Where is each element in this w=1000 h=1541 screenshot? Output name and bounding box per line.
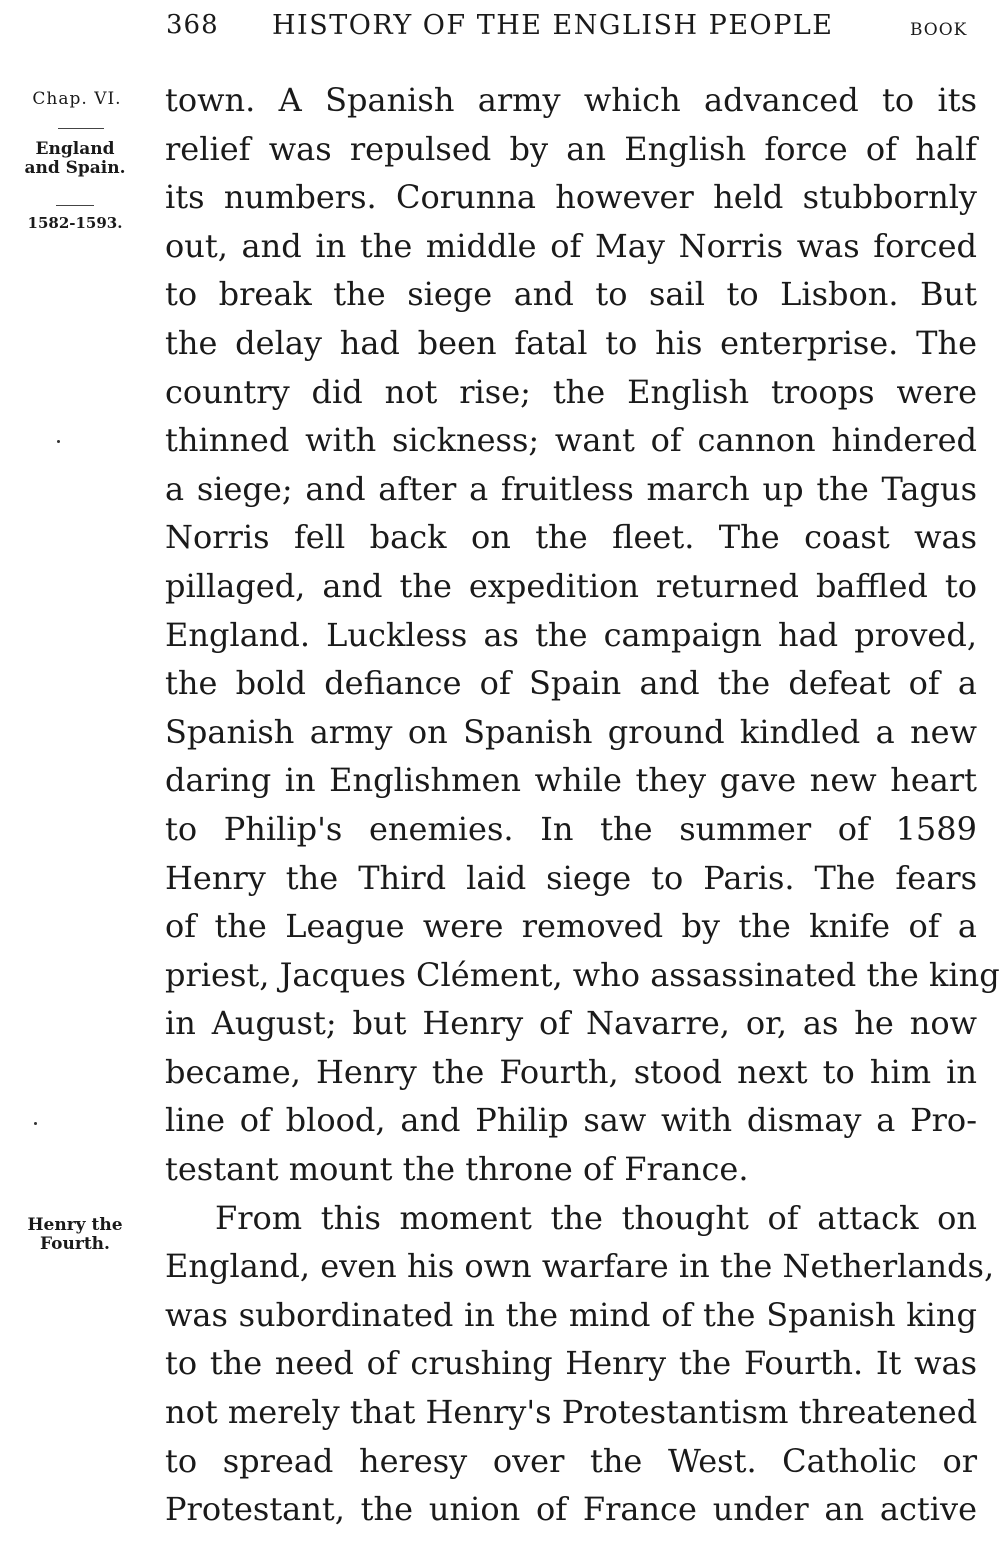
print-speck	[34, 1122, 37, 1125]
body-text	[165, 76, 1000, 1534]
side-topic-line: Henry the	[27, 1215, 123, 1235]
print-speck	[57, 440, 60, 443]
text-line: became, Henry the Fourth, stood next to him in	[165, 1052, 977, 1091]
paragraph-end-line: testant mount the throne of France.	[165, 1150, 749, 1189]
text-line: Spanish army on Spanish ground kindled a new	[165, 712, 977, 751]
text-line: England. Luckless as the campaign had proved,	[165, 615, 977, 654]
side-topic-line: Fourth.	[40, 1234, 110, 1254]
text-line: priest, Jacques Clément, who assassinated the king	[165, 955, 1000, 994]
text-line: England, even his own warfare in the Netherlands,	[165, 1247, 995, 1286]
text-line: thinned with sickness; want of cannon hindered	[165, 421, 977, 460]
paragraph-start-line: From this moment the thought of attack on	[215, 1198, 977, 1237]
text-line: the delay had been fatal to his enterprise. The	[165, 323, 977, 362]
text-line: pillaged, and the expedition returned baffled to	[165, 566, 977, 605]
text-line: Protestant, the union of France under an active	[165, 1490, 977, 1529]
text-line: line of blood, and Philip saw with dismay a Pro-	[165, 1101, 977, 1140]
book-label: BOOK	[910, 20, 968, 40]
margin-rule	[58, 128, 104, 129]
margin-notes	[0, 0, 150, 1541]
page-number: 368	[166, 10, 219, 40]
side-topic-england-and-spain	[0, 140, 150, 178]
text-line: country did not rise; the English troops were	[165, 372, 977, 411]
text-line: not merely that Henry's Protestantism threatened	[165, 1393, 978, 1432]
text-line: in August; but Henry of Navarre, or, as he now	[165, 1004, 977, 1043]
running-title: HISTORY OF THE ENGLISH PEOPLE	[272, 10, 834, 41]
date-range: 1582-1593.	[27, 214, 123, 232]
chapter-label: Chap. VI.	[32, 89, 122, 109]
text-line: relief was repulsed by an English force of half	[165, 129, 977, 168]
text-line: its numbers. Corunna however held stubbornly	[165, 178, 977, 217]
side-topic-line: England	[35, 139, 115, 159]
text-line: to the need of crushing Henry the Fourth. It was	[165, 1344, 977, 1383]
text-line: was subordinated in the mind of the Spanish king	[165, 1295, 977, 1334]
text-line: daring in Englishmen while they gave new heart	[165, 761, 977, 800]
text-line: to Philip's enemies. In the summer of 1589	[165, 809, 977, 848]
text-line: to break the siege and to sail to Lisbon. But	[165, 275, 977, 314]
text-line: town. A Spanish army which advanced to its	[165, 81, 977, 119]
text-line: Henry the Third laid siege to Paris. The fears	[165, 858, 977, 897]
side-topic-line: and Spain.	[24, 158, 126, 178]
margin-rule	[56, 205, 94, 206]
text-line: of the League were removed by the knife of a	[165, 907, 977, 946]
text-line: a siege; and after a fruitless march up the Tagus	[165, 469, 977, 508]
text-line: to spread heresy over the West. Catholic or	[165, 1441, 977, 1480]
text-line: out, and in the middle of May Norris was forced	[165, 226, 977, 265]
running-head	[0, 6, 1000, 46]
text-line: the bold defiance of Spain and the defeat of a	[165, 664, 977, 703]
side-topic-henry-the-fourth	[0, 1216, 150, 1254]
text-line: Norris fell back on the fleet. The coast was	[165, 518, 977, 557]
